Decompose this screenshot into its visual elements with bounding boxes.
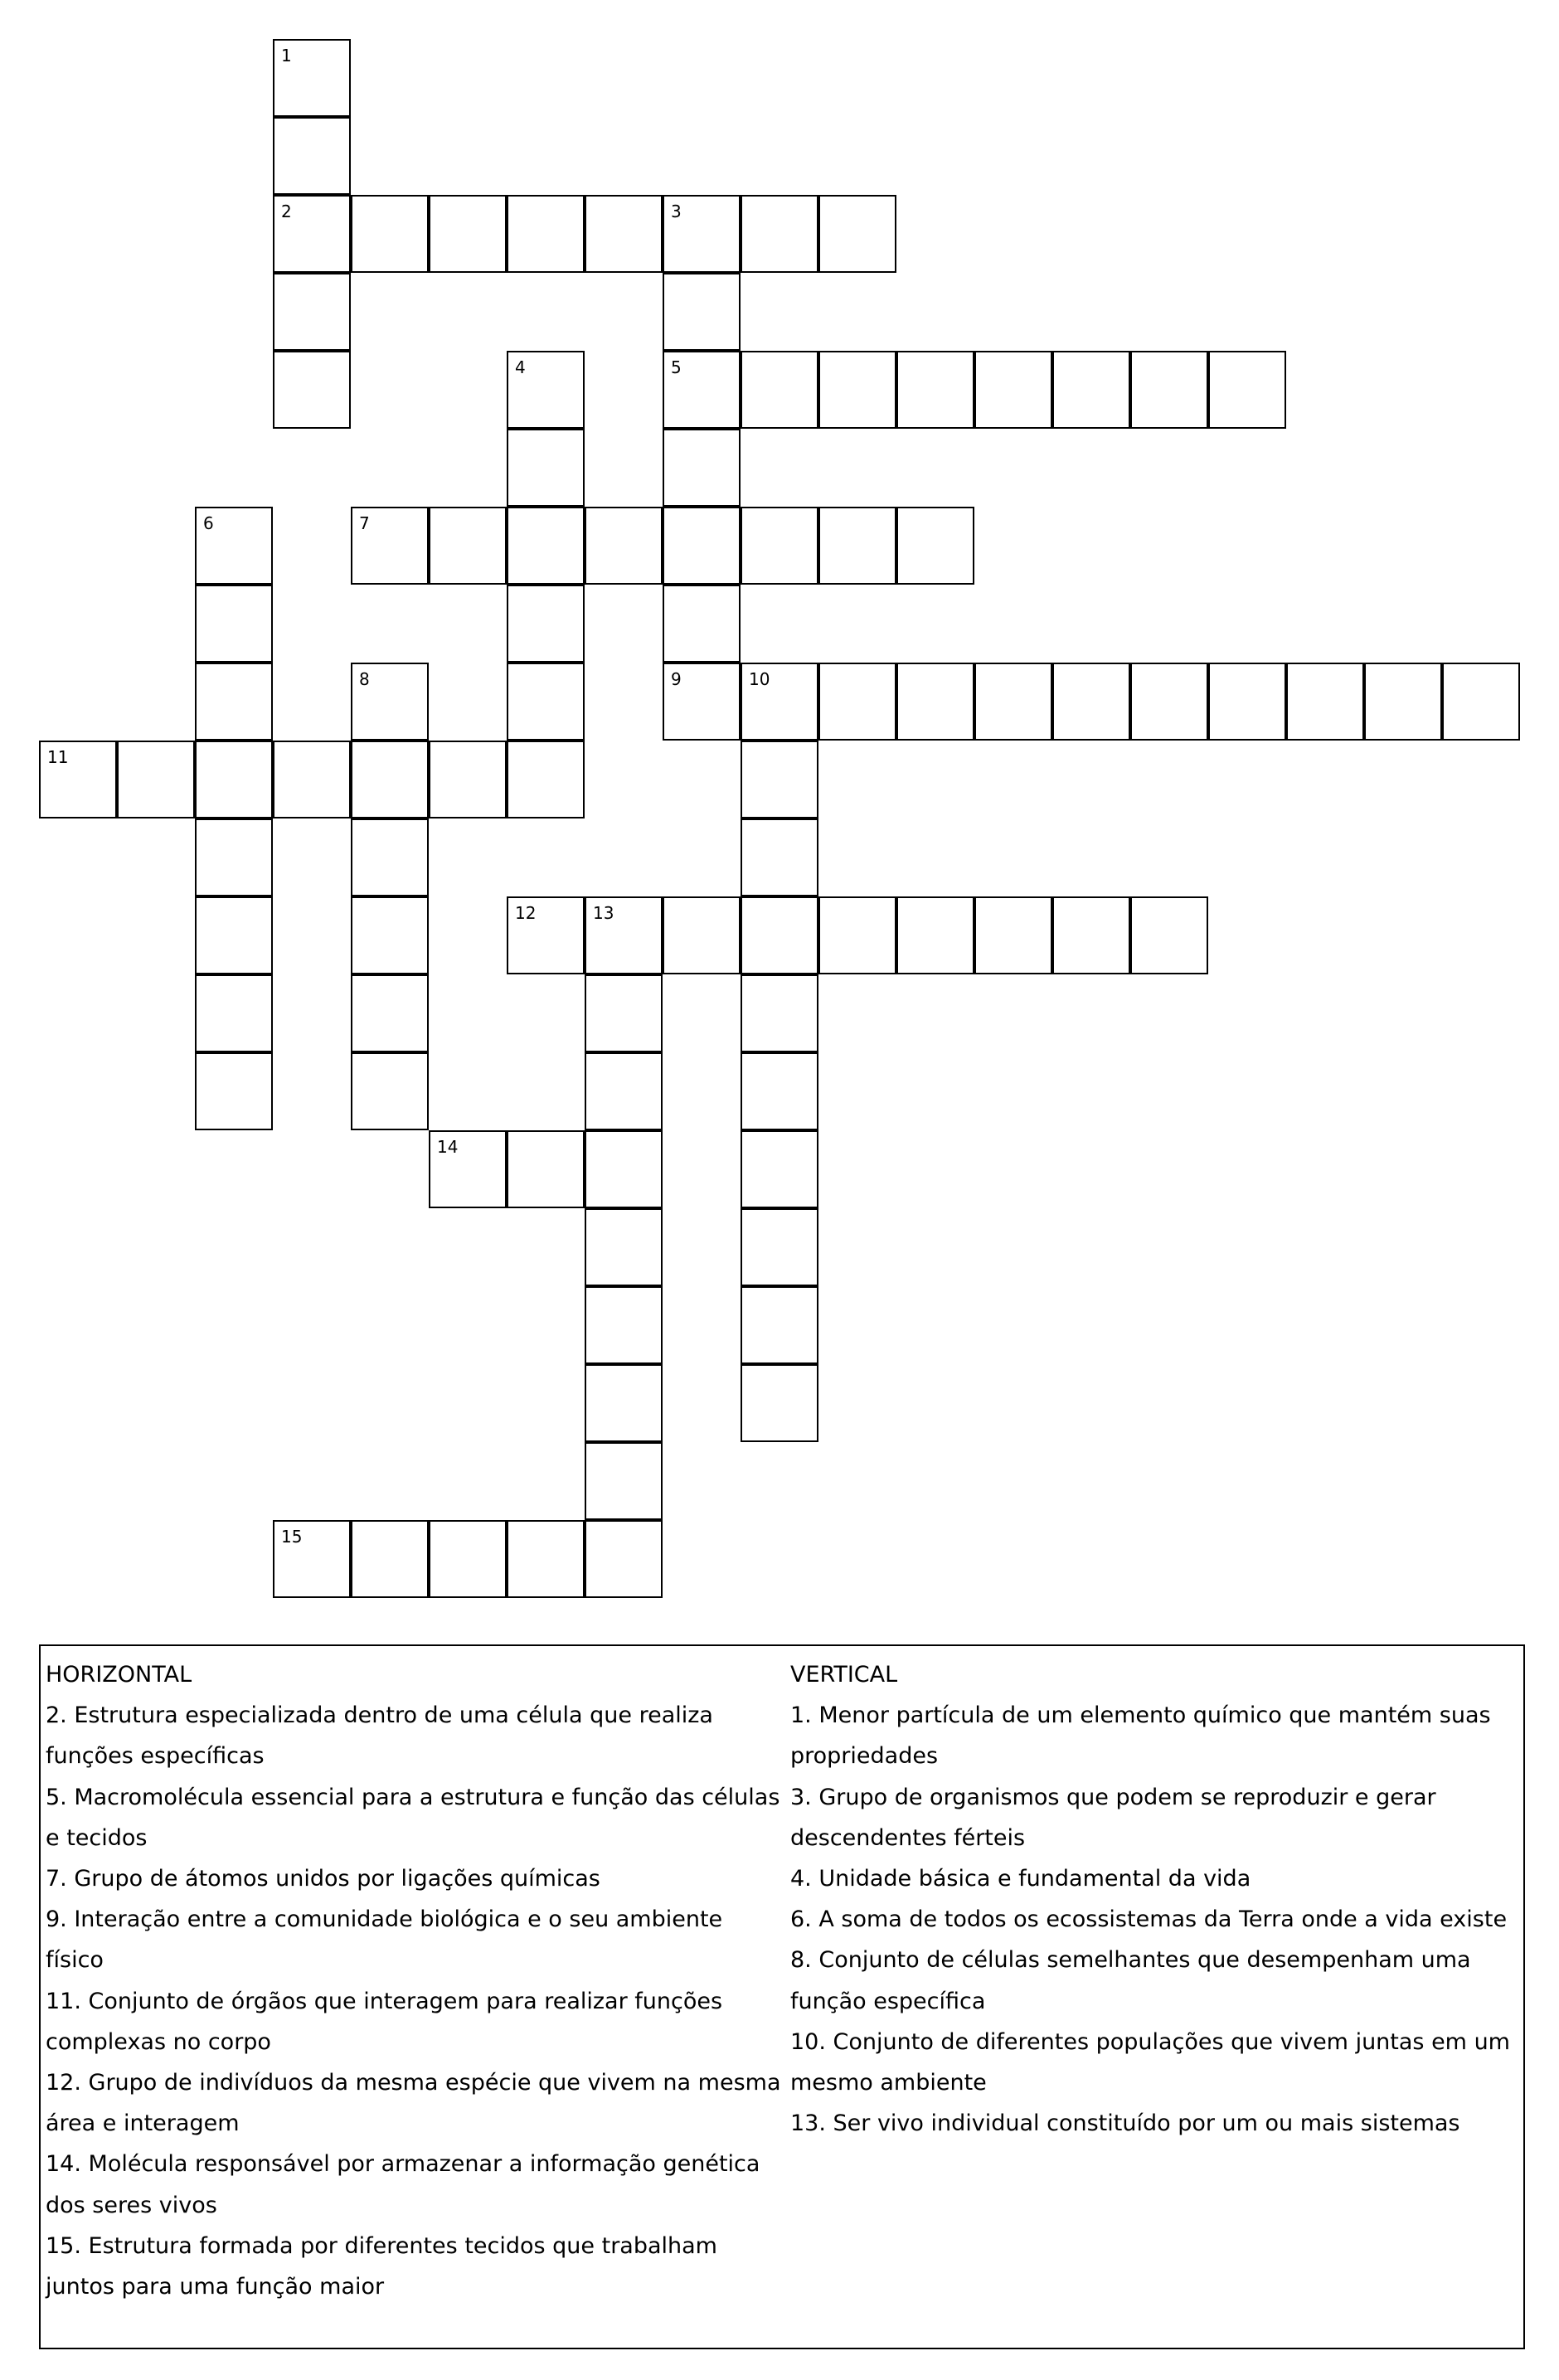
grid-cell[interactable] [741,1130,818,1208]
grid-cell[interactable] [818,351,896,429]
clue-number: 13 [593,903,614,923]
clue-line: 8. Conjunto de células semelhantes que desempenham uma [790,1947,1471,1974]
clue-line: 15. Estrutura formada por diferentes tecidos que trabalham [46,2232,717,2259]
clue-line: mesmo ambiente [790,2070,987,2096]
grid-cell[interactable] [585,1520,663,1598]
grid-cell[interactable] [818,896,896,974]
grid-cell[interactable] [1208,663,1286,741]
clue-line: função específica [790,1988,986,2014]
grid-cell[interactable] [429,195,507,273]
grid-cell[interactable] [585,1130,663,1208]
clue-line: 12. Grupo de indivíduos da mesma espécie que vivem na mesma [46,2070,781,2096]
grid-cell[interactable] [195,974,273,1052]
grid-cell[interactable] [1364,663,1442,741]
grid-cell[interactable] [195,818,273,896]
grid-cell[interactable] [741,1286,818,1364]
grid-cell[interactable] [741,896,818,974]
grid-cell[interactable] [818,195,896,273]
grid-cell[interactable] [507,1130,585,1208]
grid-cell[interactable] [1052,896,1130,974]
grid-cell[interactable] [273,741,351,818]
clue-line: e tecidos [46,1824,148,1851]
vertical-clues [790,1654,1520,2144]
grid-cell[interactable] [585,974,663,1052]
clue-number: 9 [671,669,682,689]
grid-cell[interactable] [351,1052,429,1130]
grid-cell[interactable] [1208,351,1286,429]
grid-cell[interactable] [507,741,585,818]
grid-cell[interactable] [663,507,741,585]
grid-cell[interactable] [663,195,741,273]
grid-cell[interactable] [429,507,507,585]
grid-cell[interactable] [741,663,818,741]
clue-line: descendentes férteis [790,1824,1026,1851]
grid-cell[interactable] [585,1052,663,1130]
clue-number: 10 [749,669,770,689]
grid-cell[interactable] [896,507,974,585]
vertical-heading: VERTICAL [790,1662,898,1688]
grid-cell[interactable] [117,741,195,818]
grid-cell[interactable] [663,351,741,429]
clue-number: 4 [515,357,526,377]
grid-cell[interactable] [1442,663,1520,741]
grid-cell[interactable] [273,39,351,117]
grid-cell[interactable] [195,663,273,741]
horizontal-heading: HORIZONTAL [46,1662,192,1688]
clue-line: 3. Grupo de organismos que podem se reproduzir e gerar [790,1784,1436,1810]
grid-cell[interactable] [1052,663,1130,741]
grid-cell[interactable] [1130,896,1208,974]
grid-cell[interactable] [1052,351,1130,429]
grid-cell[interactable] [585,507,663,585]
grid-cell[interactable] [195,741,273,818]
grid-cell[interactable] [663,896,741,974]
grid-cell[interactable] [741,818,818,896]
clue-line: 2. Estrutura especializada dentro de uma célula que realiza [46,1702,713,1729]
clues-box [39,1644,1525,2349]
clue-number: 5 [671,357,682,377]
grid-cell[interactable] [741,1052,818,1130]
clue-line: 14. Molécula responsável por armazenar a informação genética [46,2151,760,2178]
grid-cell[interactable] [273,351,351,429]
grid-cell[interactable] [273,273,351,351]
grid-cell[interactable] [663,429,741,507]
grid-cell[interactable] [507,507,585,585]
grid-cell[interactable] [39,741,117,818]
grid-cell[interactable] [585,1364,663,1442]
grid-cell[interactable] [507,896,585,974]
grid-cell[interactable] [663,273,741,351]
grid-cell[interactable] [818,663,896,741]
grid-cell[interactable] [741,1364,818,1442]
clue-line: dos seres vivos [46,2192,217,2218]
clue-number: 7 [359,513,370,533]
grid-cell[interactable] [974,351,1052,429]
grid-cell[interactable] [585,1208,663,1286]
clue-number: 15 [281,1527,303,1547]
grid-cell[interactable] [351,818,429,896]
grid-cell[interactable] [741,741,818,818]
clue-line: 10. Conjunto de diferentes populações que vivem juntas em um [790,2028,1510,2055]
grid-cell[interactable] [507,1520,585,1598]
clue-line: juntos para uma função maior [46,2274,385,2300]
clue-line: propriedades [790,1743,939,1770]
grid-cell[interactable] [195,896,273,974]
grid-cell[interactable] [741,1208,818,1286]
clue-number: 2 [281,202,292,221]
grid-cell[interactable] [1130,663,1208,741]
grid-cell[interactable] [351,896,429,974]
clue-line: funções específicas [46,1743,265,1770]
clue-line: 4. Unidade básica e fundamental da vida [790,1866,1251,1892]
grid-cell[interactable] [507,429,585,507]
clue-line: 6. A soma de todos os ecossistemas da Terra onde a vida existe [790,1906,1508,1933]
grid-cell[interactable] [351,741,429,818]
clue-number: 6 [203,513,214,533]
grid-cell[interactable] [741,351,818,429]
grid-cell[interactable] [507,585,585,663]
grid-cell[interactable] [896,896,974,974]
grid-cell[interactable] [507,663,585,741]
grid-cell[interactable] [429,1130,507,1208]
grid-cell[interactable] [585,896,663,974]
grid-cell[interactable] [974,663,1052,741]
clue-number: 11 [47,747,69,767]
grid-cell[interactable] [818,507,896,585]
grid-cell[interactable] [663,663,741,741]
grid-cell[interactable] [195,507,273,585]
grid-cell[interactable] [896,351,974,429]
grid-cell[interactable] [351,1520,429,1598]
grid-cell[interactable] [585,1286,663,1364]
grid-cell[interactable] [585,195,663,273]
grid-cell[interactable] [351,507,429,585]
grid-cell[interactable] [1286,663,1364,741]
clue-line: complexas no corpo [46,2028,271,2055]
grid-cell[interactable] [351,974,429,1052]
grid-cell[interactable] [741,974,818,1052]
grid-cell[interactable] [507,351,585,429]
grid-cell[interactable] [741,195,818,273]
grid-cell[interactable] [195,585,273,663]
grid-cell[interactable] [896,663,974,741]
horizontal-clues [46,1654,784,2307]
clue-line: 5. Macromolécula essencial para a estrutura e função das células [46,1784,780,1810]
clue-line: área e interagem [46,2110,240,2137]
clue-line: 13. Ser vivo individual constituído por um ou mais sistemas [790,2110,1460,2137]
grid-cell[interactable] [585,1442,663,1520]
grid-cell[interactable] [741,507,818,585]
grid-cell[interactable] [273,1520,351,1598]
clue-number: 14 [437,1137,459,1157]
grid-cell[interactable] [429,741,507,818]
clue-line: 11. Conjunto de órgãos que interagem para realizar funções [46,1988,723,2014]
grid-cell[interactable] [507,195,585,273]
grid-cell[interactable] [663,585,741,663]
grid-cell[interactable] [195,1052,273,1130]
clue-line: 9. Interação entre a comunidade biológica e o seu ambiente [46,1906,723,1933]
clue-line: físico [46,1947,104,1974]
grid-cell[interactable] [1130,351,1208,429]
grid-cell[interactable] [273,195,351,273]
clue-line: 7. Grupo de átomos unidos por ligações químicas [46,1866,600,1892]
clue-number: 1 [281,46,292,66]
clue-line: 1. Menor partícula de um elemento químico que mantém suas [790,1702,1491,1729]
grid-cell[interactable] [351,663,429,741]
clue-number: 8 [359,669,370,689]
clue-number: 12 [515,903,537,923]
grid-cell[interactable] [351,195,429,273]
grid-cell[interactable] [273,117,351,195]
clue-number: 3 [671,202,682,221]
grid-cell[interactable] [974,896,1052,974]
grid-cell[interactable] [429,1520,507,1598]
